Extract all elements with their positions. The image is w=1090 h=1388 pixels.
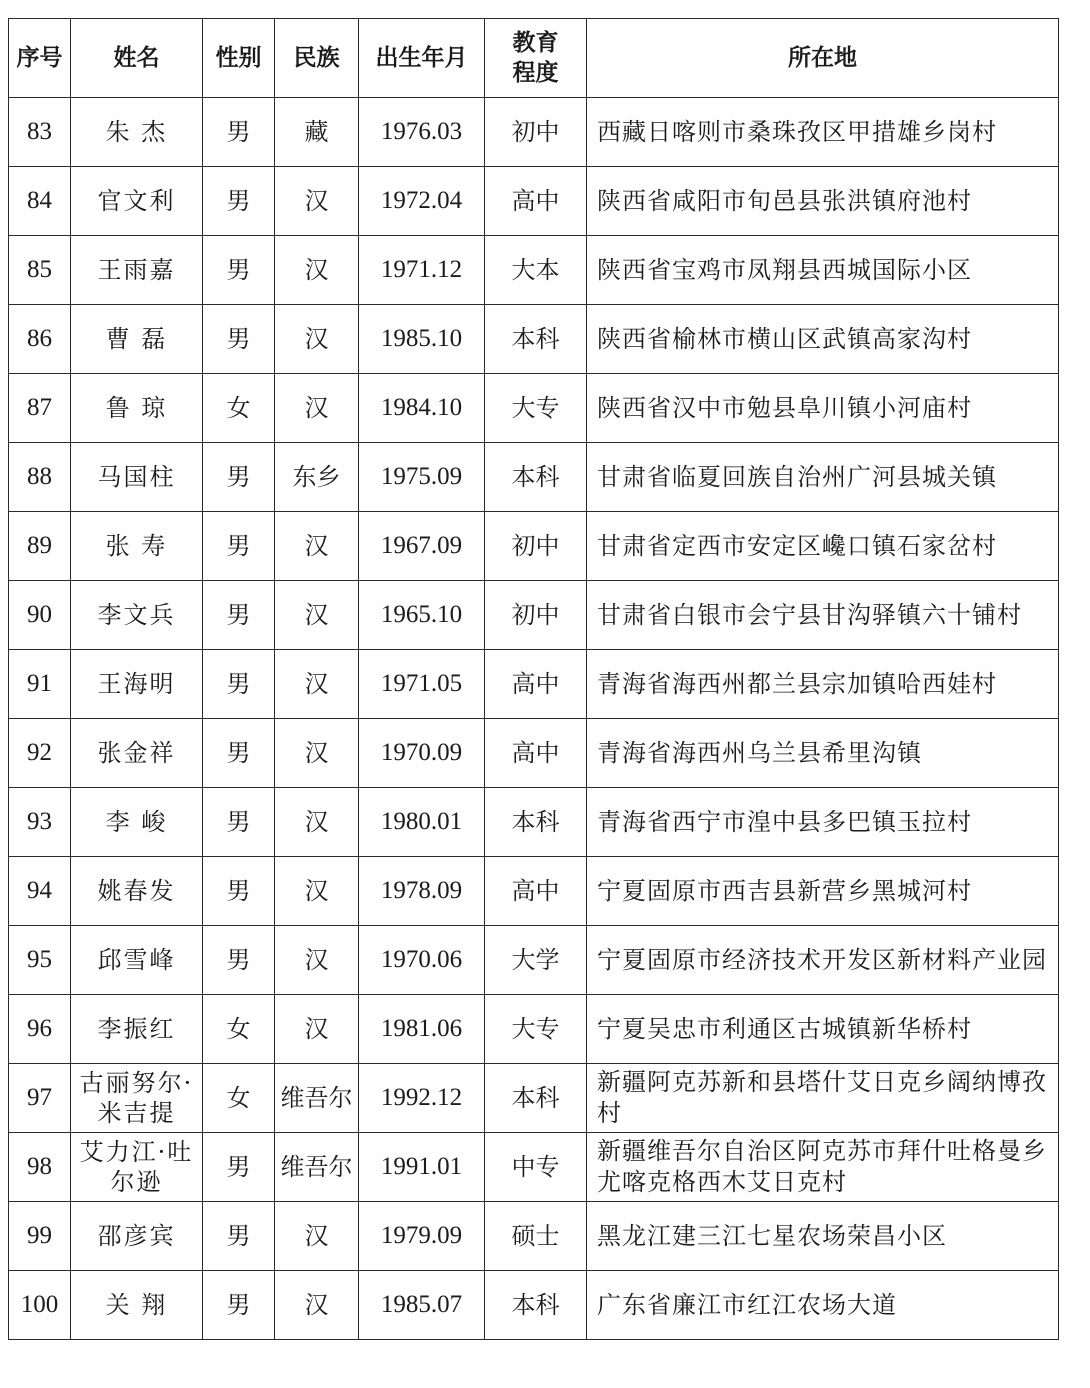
cell-address: 陕西省汉中市勉县阜川镇小河庙村 [587, 374, 1059, 443]
cell-birth: 1970.06 [359, 926, 485, 995]
cell-sex: 女 [203, 374, 275, 443]
cell-education: 初中 [485, 512, 587, 581]
cell-no: 86 [9, 305, 71, 374]
cell-education: 高中 [485, 857, 587, 926]
cell-ethnicity: 维吾尔 [275, 1064, 359, 1133]
cell-education: 大专 [485, 374, 587, 443]
header-education-line1: 教育 [512, 30, 559, 56]
cell-education: 大专 [485, 995, 587, 1064]
table-row [9, 305, 1059, 374]
cell-name: 古丽努尔·米吉提 [71, 1064, 203, 1133]
cell-address: 新疆维吾尔自治区阿克苏市拜什吐格曼乡尤喀克格西木艾日克村 [587, 1133, 1059, 1202]
header-sex: 性别 [203, 19, 275, 98]
cell-birth: 1985.10 [359, 305, 485, 374]
cell-name: 王海明 [71, 650, 203, 719]
cell-ethnicity: 汉 [275, 650, 359, 719]
cell-name: 王雨嘉 [71, 236, 203, 305]
cell-education: 本科 [485, 788, 587, 857]
cell-sex: 女 [203, 1064, 275, 1133]
cell-address: 青海省海西州乌兰县希里沟镇 [587, 719, 1059, 788]
cell-no: 90 [9, 581, 71, 650]
cell-birth: 1991.01 [359, 1133, 485, 1202]
cell-no: 91 [9, 650, 71, 719]
cell-birth: 1978.09 [359, 857, 485, 926]
table-row [9, 926, 1059, 995]
cell-ethnicity: 汉 [275, 512, 359, 581]
cell-birth: 1970.09 [359, 719, 485, 788]
cell-birth: 1972.04 [359, 167, 485, 236]
cell-name: 张 寿 [71, 512, 203, 581]
cell-birth: 1967.09 [359, 512, 485, 581]
cell-sex: 男 [203, 650, 275, 719]
table-row [9, 236, 1059, 305]
cell-no: 97 [9, 1064, 71, 1133]
cell-name: 朱 杰 [71, 98, 203, 167]
cell-education: 高中 [485, 719, 587, 788]
cell-sex: 男 [203, 98, 275, 167]
table-row [9, 443, 1059, 512]
cell-education: 大学 [485, 926, 587, 995]
cell-sex: 男 [203, 236, 275, 305]
cell-ethnicity: 汉 [275, 305, 359, 374]
cell-name: 邵彦宾 [71, 1202, 203, 1271]
cell-name: 李 峻 [71, 788, 203, 857]
cell-sex: 男 [203, 443, 275, 512]
cell-no: 93 [9, 788, 71, 857]
table-row [9, 719, 1059, 788]
cell-address: 宁夏固原市经济技术开发区新材料产业园 [587, 926, 1059, 995]
header-education-line2: 程度 [512, 60, 559, 86]
cell-no: 92 [9, 719, 71, 788]
cell-address: 甘肃省定西市安定区巉口镇石家岔村 [587, 512, 1059, 581]
cell-sex: 男 [203, 788, 275, 857]
cell-birth: 1992.12 [359, 1064, 485, 1133]
cell-sex: 男 [203, 1271, 275, 1340]
cell-ethnicity: 汉 [275, 581, 359, 650]
cell-address: 青海省西宁市湟中县多巴镇玉拉村 [587, 788, 1059, 857]
cell-name: 鲁 琼 [71, 374, 203, 443]
header-row [9, 19, 1059, 98]
cell-no: 96 [9, 995, 71, 1064]
cell-education: 高中 [485, 167, 587, 236]
cell-no: 98 [9, 1133, 71, 1202]
cell-education: 初中 [485, 581, 587, 650]
cell-education: 本科 [485, 443, 587, 512]
cell-sex: 男 [203, 1202, 275, 1271]
cell-sex: 男 [203, 926, 275, 995]
cell-birth: 1985.07 [359, 1271, 485, 1340]
cell-sex: 男 [203, 1133, 275, 1202]
cell-no: 99 [9, 1202, 71, 1271]
cell-no: 84 [9, 167, 71, 236]
cell-ethnicity: 东乡 [275, 443, 359, 512]
cell-address: 陕西省宝鸡市凤翔县西城国际小区 [587, 236, 1059, 305]
cell-no: 100 [9, 1271, 71, 1340]
cell-education: 本科 [485, 1271, 587, 1340]
roster-table [8, 18, 1059, 1340]
cell-address: 陕西省榆林市横山区武镇高家沟村 [587, 305, 1059, 374]
cell-name: 张金祥 [71, 719, 203, 788]
cell-birth: 1980.01 [359, 788, 485, 857]
cell-no: 88 [9, 443, 71, 512]
cell-ethnicity: 汉 [275, 719, 359, 788]
table-row [9, 98, 1059, 167]
table-row [9, 995, 1059, 1064]
table-row [9, 374, 1059, 443]
cell-name: 关 翔 [71, 1271, 203, 1340]
cell-birth: 1976.03 [359, 98, 485, 167]
cell-address: 西藏日喀则市桑珠孜区甲措雄乡岗村 [587, 98, 1059, 167]
cell-name: 李振红 [71, 995, 203, 1064]
cell-birth: 1971.05 [359, 650, 485, 719]
cell-education: 中专 [485, 1133, 587, 1202]
cell-ethnicity: 汉 [275, 167, 359, 236]
cell-address: 陕西省咸阳市旬邑县张洪镇府池村 [587, 167, 1059, 236]
table-row [9, 788, 1059, 857]
cell-address: 甘肃省临夏回族自治州广河县城关镇 [587, 443, 1059, 512]
cell-sex: 男 [203, 167, 275, 236]
cell-ethnicity: 汉 [275, 926, 359, 995]
cell-birth: 1965.10 [359, 581, 485, 650]
table-row [9, 1271, 1059, 1340]
cell-ethnicity: 藏 [275, 98, 359, 167]
cell-birth: 1979.09 [359, 1202, 485, 1271]
cell-no: 89 [9, 512, 71, 581]
cell-address: 黑龙江建三江七星农场荣昌小区 [587, 1202, 1059, 1271]
cell-name: 姚春发 [71, 857, 203, 926]
cell-address: 新疆阿克苏新和县塔什艾日克乡阔纳博孜村 [587, 1064, 1059, 1133]
header-education [485, 19, 587, 98]
cell-sex: 男 [203, 512, 275, 581]
cell-education: 高中 [485, 650, 587, 719]
cell-address: 宁夏固原市西吉县新营乡黑城河村 [587, 857, 1059, 926]
cell-sex: 男 [203, 857, 275, 926]
table-row [9, 857, 1059, 926]
cell-no: 94 [9, 857, 71, 926]
table-row [9, 1064, 1059, 1133]
cell-education: 硕士 [485, 1202, 587, 1271]
cell-ethnicity: 汉 [275, 1202, 359, 1271]
header-ethnicity: 民族 [275, 19, 359, 98]
cell-sex: 男 [203, 719, 275, 788]
cell-birth: 1981.06 [359, 995, 485, 1064]
cell-education: 本科 [485, 305, 587, 374]
header-name: 姓名 [71, 19, 203, 98]
cell-birth: 1975.09 [359, 443, 485, 512]
cell-ethnicity: 汉 [275, 236, 359, 305]
cell-ethnicity: 汉 [275, 995, 359, 1064]
table-row [9, 167, 1059, 236]
cell-ethnicity: 汉 [275, 857, 359, 926]
cell-address: 青海省海西州都兰县宗加镇哈西娃村 [587, 650, 1059, 719]
cell-no: 95 [9, 926, 71, 995]
cell-address: 甘肃省白银市会宁县甘沟驿镇六十铺村 [587, 581, 1059, 650]
cell-no: 87 [9, 374, 71, 443]
cell-ethnicity: 汉 [275, 1271, 359, 1340]
cell-ethnicity: 汉 [275, 374, 359, 443]
cell-address: 广东省廉江市红江农场大道 [587, 1271, 1059, 1340]
cell-name: 曹 磊 [71, 305, 203, 374]
cell-birth: 1984.10 [359, 374, 485, 443]
cell-name: 李文兵 [71, 581, 203, 650]
cell-no: 83 [9, 98, 71, 167]
cell-education: 初中 [485, 98, 587, 167]
cell-name: 艾力江·吐尔逊 [71, 1133, 203, 1202]
table-row [9, 581, 1059, 650]
cell-sex: 男 [203, 581, 275, 650]
table-row [9, 1133, 1059, 1202]
cell-birth: 1971.12 [359, 236, 485, 305]
table-row [9, 512, 1059, 581]
cell-education: 本科 [485, 1064, 587, 1133]
cell-name: 官文利 [71, 167, 203, 236]
cell-address: 宁夏吴忠市利通区古城镇新华桥村 [587, 995, 1059, 1064]
cell-sex: 女 [203, 995, 275, 1064]
header-birth: 出生年月 [359, 19, 485, 98]
table-row [9, 650, 1059, 719]
header-address: 所在地 [587, 19, 1059, 98]
table-body [9, 98, 1059, 1340]
table-row [9, 1202, 1059, 1271]
header-no: 序号 [9, 19, 71, 98]
cell-name: 邱雪峰 [71, 926, 203, 995]
cell-education: 大本 [485, 236, 587, 305]
cell-ethnicity: 汉 [275, 788, 359, 857]
cell-name: 马国柱 [71, 443, 203, 512]
cell-sex: 男 [203, 305, 275, 374]
cell-ethnicity: 维吾尔 [275, 1133, 359, 1202]
cell-no: 85 [9, 236, 71, 305]
